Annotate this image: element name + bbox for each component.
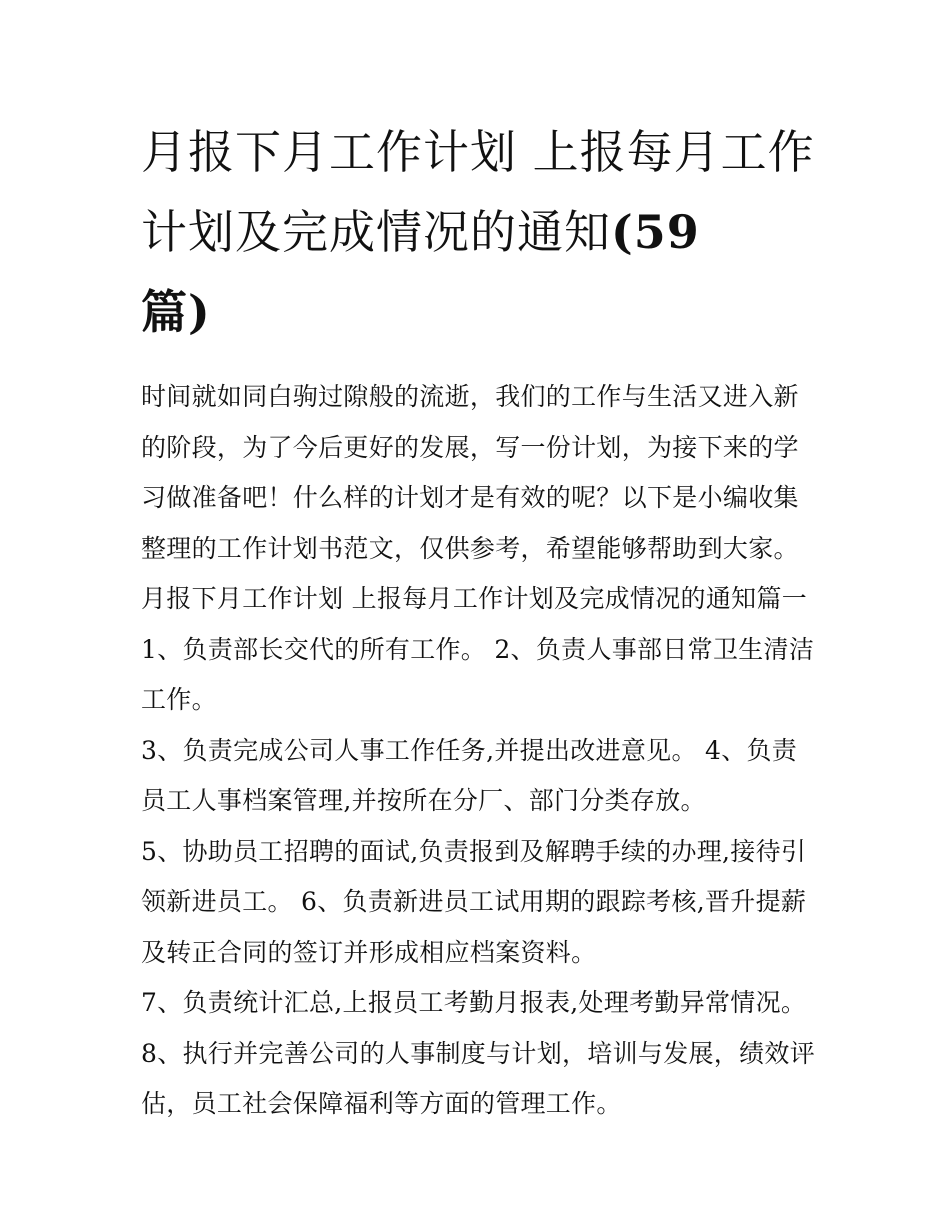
list-item: 8、执行并完善公司的人事制度与计划，培训与发展，绩效评估，员工社会保障福利等方面的管理工作。 (141, 1038, 816, 1118)
document-page (141, 112, 821, 1130)
intro-paragraph: 时间就如同白驹过隙般的流逝，我们的工作与生活又进入新的阶段，为了今后更好的发展，写一份计划，为接下来的学习做准备吧！什么样的计划才是有效的呢？以下是小编收集整理的工作计划书范文，仅供参考，希望能够帮助到大家。 (141, 382, 799, 563)
title-count: (59 (611, 205, 700, 259)
list-item: 7、负责统计汇总,上报员工考勤月报表,处理考勤异常情况。 (141, 988, 807, 1017)
section-heading: 月报下月工作计划 上报每月工作计划及完成情况的通知篇一 (141, 584, 808, 613)
list-item: 1、负责部长交代的所有工作。 2、负责人事部日常卫生清洁工作。 (141, 634, 815, 714)
title-text: 月报下月工作计划 上报每月工作计划及完成情况的通知 (141, 125, 815, 259)
list-item: 3、负责完成公司人事工作任务,并提出改进意见。 4、负责员工人事档案管理,并按所在分厂、部门分类存放。 (141, 735, 798, 815)
title-count-suffix: 篇) (141, 285, 211, 339)
document-body (141, 372, 821, 1130)
document-title (141, 112, 821, 352)
list-item: 5、协助员工招聘的面试,负责报到及解聘手续的办理,接待引领新进员工。 6、负责新进员工试用期的跟踪考核,晋升提薪及转正合同的签订并形成相应档案资料。 (141, 836, 807, 967)
